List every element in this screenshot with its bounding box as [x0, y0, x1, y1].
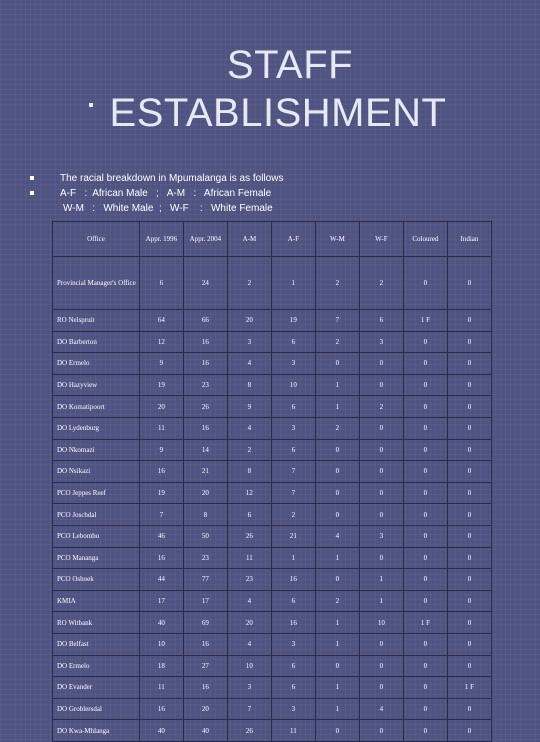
office-cell: PCO Jeppes Reef	[53, 482, 140, 504]
intro-text: A-F : African Male ; A-M : African Female	[60, 188, 272, 199]
value-cell: 7	[271, 482, 315, 504]
table-row	[53, 504, 492, 526]
table-row	[53, 677, 492, 699]
office-cell: DO Lydenburg	[53, 417, 140, 439]
value-cell: 3	[271, 353, 315, 375]
value-cell: 0	[359, 439, 403, 461]
value-cell: 64	[139, 310, 183, 332]
staff-establishment-table	[52, 221, 492, 742]
value-cell: 16	[271, 569, 315, 591]
value-cell: 23	[183, 547, 227, 569]
intro-line	[30, 171, 284, 186]
column-header: Appr. 2004	[183, 222, 227, 257]
value-cell: 6	[359, 310, 403, 332]
intro-text: The racial breakdown in Mpumalanga is as follows	[60, 173, 284, 184]
value-cell: 20	[183, 698, 227, 720]
value-cell: 1 F	[403, 612, 447, 634]
value-cell: 0	[447, 569, 491, 591]
value-cell: 0	[359, 374, 403, 396]
value-cell: 27	[183, 655, 227, 677]
value-cell: 0	[359, 461, 403, 483]
table-row	[53, 439, 492, 461]
value-cell: 0	[359, 720, 403, 742]
value-cell: 4	[227, 417, 271, 439]
value-cell: 6	[139, 257, 183, 310]
bullet-icon	[30, 176, 34, 180]
value-cell: 21	[183, 461, 227, 483]
value-cell: 14	[183, 439, 227, 461]
value-cell: 1	[359, 569, 403, 591]
value-cell: 0	[403, 590, 447, 612]
table-row	[53, 633, 492, 655]
value-cell: 23	[183, 374, 227, 396]
value-cell: 0	[403, 439, 447, 461]
value-cell: 20	[139, 396, 183, 418]
value-cell: 16	[139, 698, 183, 720]
value-cell: 0	[447, 655, 491, 677]
table-row	[53, 482, 492, 504]
value-cell: 16	[139, 547, 183, 569]
value-cell: 1	[315, 396, 359, 418]
value-cell: 26	[183, 396, 227, 418]
value-cell: 6	[271, 655, 315, 677]
value-cell: 4	[315, 525, 359, 547]
column-header: Office	[53, 222, 140, 257]
value-cell: 2	[315, 331, 359, 353]
value-cell: 16	[183, 417, 227, 439]
value-cell: 0	[359, 417, 403, 439]
value-cell: 0	[403, 257, 447, 310]
table-row	[53, 569, 492, 591]
value-cell: 0	[403, 547, 447, 569]
value-cell: 6	[271, 396, 315, 418]
value-cell: 4	[227, 633, 271, 655]
value-cell: 3	[227, 677, 271, 699]
table-body	[53, 257, 492, 742]
value-cell: 0	[403, 504, 447, 526]
value-cell: 4	[227, 590, 271, 612]
value-cell: 0	[447, 590, 491, 612]
value-cell: 9	[227, 396, 271, 418]
column-header: Coloured	[403, 222, 447, 257]
table-row	[53, 257, 492, 310]
column-header: A-F	[271, 222, 315, 257]
office-cell: DO Groblersdal	[53, 698, 140, 720]
value-cell: 0	[359, 353, 403, 375]
value-cell: 0	[315, 720, 359, 742]
value-cell: 4	[227, 353, 271, 375]
value-cell: 2	[315, 257, 359, 310]
value-cell: 0	[447, 504, 491, 526]
value-cell: 7	[315, 310, 359, 332]
value-cell: 6	[271, 677, 315, 699]
office-cell: Provincial Manager's Office	[53, 257, 140, 310]
value-cell: 11	[227, 547, 271, 569]
value-cell: 0	[447, 396, 491, 418]
column-header: Indian	[447, 222, 491, 257]
office-cell: RO Nelspruit	[53, 310, 140, 332]
value-cell: 1 F	[403, 310, 447, 332]
value-cell: 0	[447, 353, 491, 375]
value-cell: 44	[139, 569, 183, 591]
value-cell: 11	[139, 417, 183, 439]
value-cell: 12	[139, 331, 183, 353]
office-cell: DO Barberton	[53, 331, 140, 353]
office-cell: DO Nsikazi	[53, 461, 140, 483]
office-cell: RO Witbank	[53, 612, 140, 634]
table-row	[53, 655, 492, 677]
value-cell: 1	[315, 374, 359, 396]
value-cell: 6	[271, 439, 315, 461]
table-row	[53, 525, 492, 547]
table-row	[53, 590, 492, 612]
value-cell: 1	[359, 590, 403, 612]
value-cell: 3	[271, 698, 315, 720]
table-row	[53, 310, 492, 332]
value-cell: 6	[227, 504, 271, 526]
column-header: W-F	[359, 222, 403, 257]
value-cell: 0	[447, 439, 491, 461]
value-cell: 0	[403, 331, 447, 353]
office-cell: DO Ermelo	[53, 655, 140, 677]
value-cell: 0	[447, 547, 491, 569]
value-cell: 2	[227, 257, 271, 310]
office-cell: PCO Mananga	[53, 547, 140, 569]
value-cell: 19	[139, 374, 183, 396]
value-cell: 0	[359, 482, 403, 504]
value-cell: 0	[403, 353, 447, 375]
value-cell: 40	[139, 612, 183, 634]
value-cell: 77	[183, 569, 227, 591]
value-cell: 0	[403, 396, 447, 418]
value-cell: 0	[315, 655, 359, 677]
value-cell: 0	[403, 633, 447, 655]
table-row	[53, 417, 492, 439]
value-cell: 6	[271, 590, 315, 612]
office-cell: PCO Lebombo	[53, 525, 140, 547]
value-cell: 0	[359, 547, 403, 569]
value-cell: 1	[315, 612, 359, 634]
column-header: W-M	[315, 222, 359, 257]
value-cell: 10	[139, 633, 183, 655]
table-row	[53, 396, 492, 418]
value-cell: 3	[359, 331, 403, 353]
value-cell: 9	[139, 353, 183, 375]
value-cell: 20	[183, 482, 227, 504]
value-cell: 2	[271, 504, 315, 526]
table-row	[53, 612, 492, 634]
value-cell: 11	[139, 677, 183, 699]
value-cell: 0	[403, 525, 447, 547]
value-cell: 0	[403, 417, 447, 439]
value-cell: 16	[183, 677, 227, 699]
table-row	[53, 461, 492, 483]
intro-text: W-M : White Male ; W-F : White Female	[63, 203, 273, 214]
value-cell: 0	[447, 461, 491, 483]
value-cell: 10	[359, 612, 403, 634]
value-cell: 0	[315, 439, 359, 461]
value-cell: 16	[183, 331, 227, 353]
value-cell: 0	[359, 633, 403, 655]
bullet-icon	[30, 191, 34, 195]
value-cell: 16	[183, 353, 227, 375]
value-cell: 3	[359, 525, 403, 547]
value-cell: 20	[227, 310, 271, 332]
intro-line	[30, 201, 273, 216]
table-row	[53, 547, 492, 569]
title-line-1: STAFF	[226, 43, 354, 87]
value-cell: 69	[183, 612, 227, 634]
value-cell: 0	[359, 655, 403, 677]
value-cell: 7	[227, 698, 271, 720]
table-row	[53, 331, 492, 353]
value-cell: 1	[315, 698, 359, 720]
office-cell: KMIA	[53, 590, 140, 612]
column-header: A-M	[227, 222, 271, 257]
office-cell: DO Evander	[53, 677, 140, 699]
value-cell: 0	[447, 720, 491, 742]
value-cell: 0	[315, 569, 359, 591]
value-cell: 9	[139, 439, 183, 461]
value-cell: 20	[227, 612, 271, 634]
table-row	[53, 353, 492, 375]
office-cell: PCO Oshoek	[53, 569, 140, 591]
value-cell: 40	[183, 720, 227, 742]
value-cell: 7	[139, 504, 183, 526]
value-cell: 2	[227, 439, 271, 461]
office-cell: DO Hazyview	[53, 374, 140, 396]
value-cell: 0	[403, 698, 447, 720]
value-cell: 12	[227, 482, 271, 504]
value-cell: 10	[227, 655, 271, 677]
table-header-row	[53, 222, 492, 257]
value-cell: 0	[403, 655, 447, 677]
office-cell: DO Ermelo	[53, 353, 140, 375]
value-cell: 26	[227, 525, 271, 547]
office-cell: DO Kwa-Mhlanga	[53, 720, 140, 742]
value-cell: 16	[183, 633, 227, 655]
intro-line	[30, 186, 272, 201]
table-row	[53, 720, 492, 742]
value-cell: 50	[183, 525, 227, 547]
value-cell: 0	[447, 374, 491, 396]
office-cell: DO Nkomazi	[53, 439, 140, 461]
value-cell: 19	[271, 310, 315, 332]
value-cell: 0	[403, 461, 447, 483]
value-cell: 10	[271, 374, 315, 396]
value-cell: 0	[315, 482, 359, 504]
value-cell: 0	[403, 374, 447, 396]
column-header: Appr. 1996	[139, 222, 183, 257]
value-cell: 8	[227, 461, 271, 483]
value-cell: 0	[447, 257, 491, 310]
value-cell: 16	[271, 612, 315, 634]
value-cell: 8	[227, 374, 271, 396]
value-cell: 2	[359, 396, 403, 418]
table-row	[53, 374, 492, 396]
value-cell: 66	[183, 310, 227, 332]
value-cell: 8	[183, 504, 227, 526]
value-cell: 3	[271, 633, 315, 655]
value-cell: 0	[447, 525, 491, 547]
value-cell: 0	[315, 504, 359, 526]
value-cell: 0	[315, 353, 359, 375]
value-cell: 46	[139, 525, 183, 547]
value-cell: 0	[403, 677, 447, 699]
value-cell: 6	[271, 331, 315, 353]
value-cell: 0	[447, 310, 491, 332]
value-cell: 0	[447, 417, 491, 439]
value-cell: 2	[315, 590, 359, 612]
value-cell: 4	[359, 698, 403, 720]
value-cell: 1	[315, 633, 359, 655]
value-cell: 0	[359, 504, 403, 526]
value-cell: 0	[447, 331, 491, 353]
value-cell: 0	[447, 633, 491, 655]
value-cell: 18	[139, 655, 183, 677]
value-cell: 24	[183, 257, 227, 310]
value-cell: 2	[359, 257, 403, 310]
value-cell: 1	[271, 547, 315, 569]
value-cell: 17	[139, 590, 183, 612]
value-cell: 11	[271, 720, 315, 742]
value-cell: 0	[403, 482, 447, 504]
value-cell: 3	[227, 331, 271, 353]
value-cell: 0	[447, 482, 491, 504]
intro-block	[30, 171, 284, 216]
value-cell: 2	[315, 417, 359, 439]
table-row	[53, 698, 492, 720]
value-cell: 0	[403, 569, 447, 591]
value-cell: 0	[447, 612, 491, 634]
value-cell: 19	[139, 482, 183, 504]
office-cell: DO Komatipoort	[53, 396, 140, 418]
value-cell: 0	[403, 720, 447, 742]
value-cell: 0	[359, 677, 403, 699]
value-cell: 17	[183, 590, 227, 612]
value-cell: 0	[315, 461, 359, 483]
value-cell: 1	[315, 677, 359, 699]
value-cell: 1	[315, 547, 359, 569]
office-cell: PCO Joschdal	[53, 504, 140, 526]
value-cell: 0	[447, 698, 491, 720]
office-cell: DO Belfast	[53, 633, 140, 655]
value-cell: 16	[139, 461, 183, 483]
value-cell: 7	[271, 461, 315, 483]
value-cell: 21	[271, 525, 315, 547]
value-cell: 3	[271, 417, 315, 439]
title-line-2: ESTABLISHMENT	[109, 91, 447, 135]
value-cell: 1	[271, 257, 315, 310]
value-cell: 40	[139, 720, 183, 742]
value-cell: 23	[227, 569, 271, 591]
value-cell: 1 F	[447, 677, 491, 699]
value-cell: 26	[227, 720, 271, 742]
